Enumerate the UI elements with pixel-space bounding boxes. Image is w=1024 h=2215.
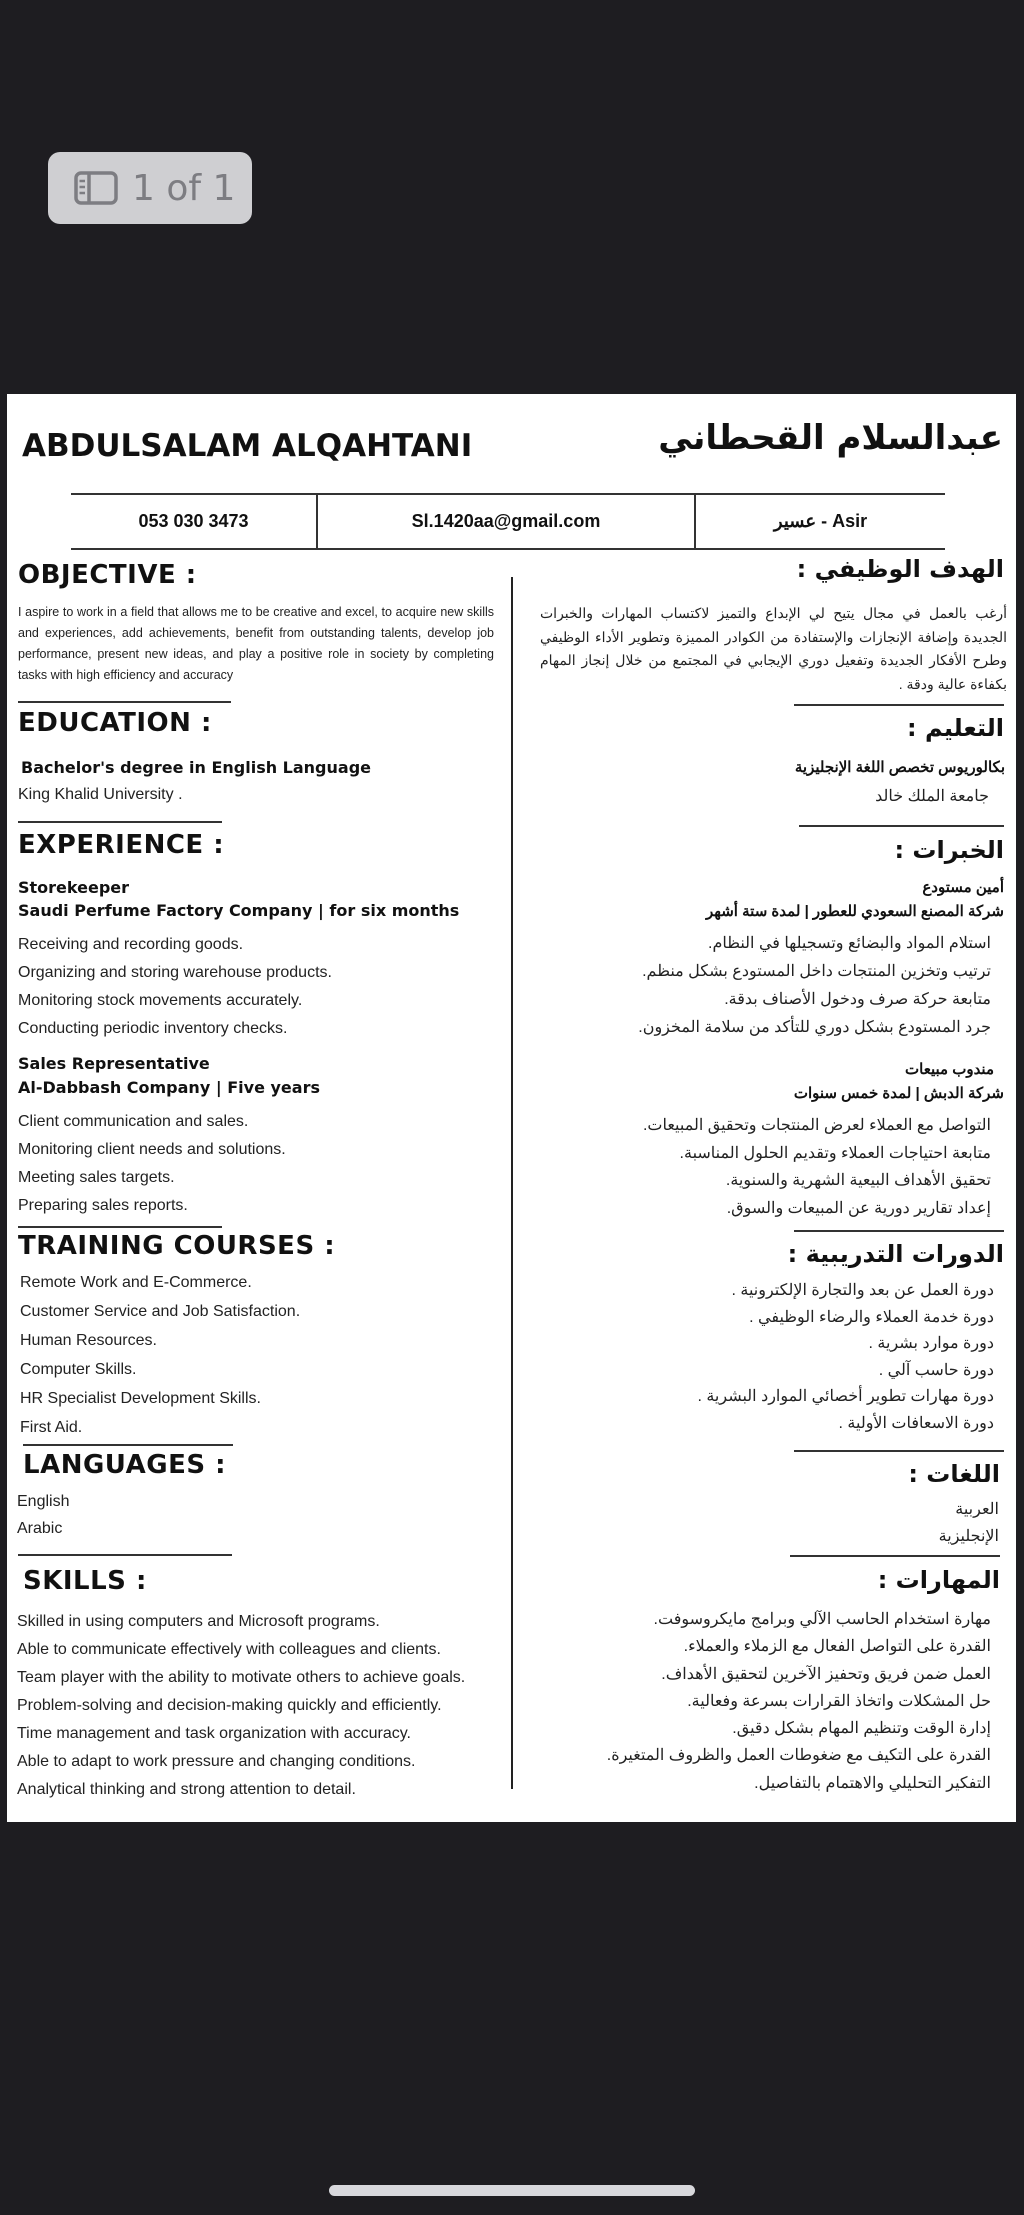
list-item: دورة موارد بشرية . xyxy=(868,1335,994,1352)
languages-heading: LANGUAGES : xyxy=(23,1450,227,1480)
list-item: Preparing sales reports. xyxy=(18,1197,188,1214)
list-item: Skilled in using computers and Microsoft programs. xyxy=(17,1613,380,1630)
list-item: Client communication and sales. xyxy=(18,1113,249,1130)
list-item: Team player with the ability to motivate others to achieve goals. xyxy=(17,1669,466,1686)
list-item: الإنجليزية xyxy=(938,1528,999,1545)
page-indicator xyxy=(48,152,252,224)
list-item: متابعة احتياجات العملاء وتقديم الحلول المناسبة. xyxy=(679,1144,991,1162)
objective-text: I aspire to work in a field that allows me to be creative and excel, to acquire new skills and experiences, add achievements, benefit from outstanding talents, develop job performance, present new ideas, and play a positive role in society by completing tasks with high efficiency and accuracy xyxy=(18,605,494,682)
contact-bar xyxy=(71,493,945,550)
job-1-role-ar: أمين مستودع xyxy=(922,879,1004,896)
name-arabic: عبدالسلام القحطاني xyxy=(658,418,1003,458)
education-list xyxy=(18,786,494,804)
resume-document xyxy=(7,394,1016,1822)
list-item: HR Specialist Development Skills. xyxy=(20,1390,261,1407)
phone-number: 053 030 3473 xyxy=(138,511,249,531)
languages-heading-ar: اللغات : xyxy=(908,1460,1000,1488)
education-heading-ar: التعليم : xyxy=(907,714,1004,742)
job-1-company-ar: شركة المصنع السعودي للعطور | لمدة ستة أشهر xyxy=(706,903,1004,920)
experience-heading-ar: الخبرات : xyxy=(894,836,1004,864)
list-item: ترتيب وتخزين المنتجات داخل المستودع بشكل منظم. xyxy=(642,963,991,980)
section-divider xyxy=(23,1444,233,1446)
job-1-role: Storekeeper xyxy=(18,878,130,897)
objective-heading: OBJECTIVE : xyxy=(18,560,197,590)
list-item: First Aid. xyxy=(20,1419,83,1436)
job-2-role-ar: مندوب مبيعات xyxy=(905,1061,994,1078)
list-item: دورة الاسعافات الأولية . xyxy=(838,1414,994,1432)
list-item: جامعة الملك خالد xyxy=(875,788,989,805)
list-item: دورة العمل عن بعد والتجارة الإلكترونية . xyxy=(731,1282,994,1299)
experience-heading: EXPERIENCE : xyxy=(18,830,225,860)
list-item: Able to communicate effectively with colleagues and clients. xyxy=(17,1641,441,1658)
sidebar-icon xyxy=(74,171,118,205)
list-item: العمل ضمن فريق وتحفيز الآخرين لتحقيق الأهداف. xyxy=(661,1665,991,1683)
job-2-company: Al-Dabbash Company | Five years xyxy=(18,1078,320,1097)
list-item: Receiving and recording goods. xyxy=(18,936,244,953)
section-divider xyxy=(18,701,231,703)
name-english: ABDULSALAM ALQAHTANI xyxy=(22,428,473,464)
list-item: Monitoring client needs and solutions. xyxy=(18,1141,286,1158)
home-indicator[interactable] xyxy=(329,2185,695,2196)
list-item: English xyxy=(17,1493,70,1510)
list-item: جرد المستودع بشكل دوري للتأكد من سلامة المخزون. xyxy=(638,1019,991,1036)
list-item: Human Resources. xyxy=(20,1332,157,1349)
list-item: مهارة استخدام الحاسب الآلي وبرامج مايكروسوفت. xyxy=(653,1611,991,1628)
education-heading: EDUCATION : xyxy=(18,708,212,738)
objective-heading-ar: الهدف الوظيفي : xyxy=(796,555,1004,583)
list-item: Arabic xyxy=(17,1520,63,1537)
objective-text-ar: أرغب بالعمل في مجال يتيح لي الإبداع والتميز لاكتساب المهارات والخبرات الجديدة وإضافة الإنجازات والإستفادة من الكوادر المميزة وتطوير الأداء الوظيفي وطرح الأفكار الجديدة وتفعيل دوري الإيجابي في المجتمع من خلال إنجاز المهام بكفاءة عالية ودقة . xyxy=(540,605,1007,692)
education-list-ar xyxy=(537,786,989,806)
job-1-company: Saudi Perfume Factory Company | for six months xyxy=(18,901,460,920)
job-2-duties-ar xyxy=(537,1112,991,1222)
list-item: التواصل مع العملاء لعرض المنتجات وتحقيق المبيعات. xyxy=(642,1117,991,1134)
section-divider xyxy=(18,1226,222,1228)
list-item: Able to adapt to work pressure and changing conditions. xyxy=(17,1753,416,1770)
training-heading: TRAINING COURSES : xyxy=(18,1231,336,1261)
job-1-duties xyxy=(18,931,494,1043)
section-divider xyxy=(790,1555,1000,1557)
list-item: استلام المواد والبضائع وتسجيلها في النظام. xyxy=(708,935,991,952)
training-list-ar xyxy=(537,1278,994,1437)
job-2-duties xyxy=(18,1108,494,1220)
job-1-duties-ar xyxy=(537,930,991,1042)
languages-list-ar xyxy=(537,1496,999,1550)
section-divider xyxy=(18,1554,232,1556)
list-item: دورة حاسب آلي . xyxy=(878,1361,994,1379)
skills-heading-ar: المهارات : xyxy=(877,1566,1000,1594)
training-heading-ar: الدورات التدريبية : xyxy=(787,1240,1004,1268)
training-list xyxy=(20,1268,496,1442)
list-item: Organizing and storing warehouse products. xyxy=(18,964,332,981)
skills-list xyxy=(17,1608,493,1804)
section-divider xyxy=(794,704,1004,706)
email-address: Sl.1420aa@gmail.com xyxy=(316,495,696,548)
list-item: دورة خدمة العملاء والرضاء الوظيفي . xyxy=(749,1308,994,1326)
list-item: العربية xyxy=(955,1501,999,1518)
list-item: القدرة على التواصل الفعال مع الزملاء والعملاء. xyxy=(683,1638,991,1656)
skills-list-ar xyxy=(537,1606,991,1797)
column-divider xyxy=(511,577,513,1789)
section-divider xyxy=(799,825,1004,827)
list-item: Remote Work and E-Commerce. xyxy=(20,1274,252,1291)
section-divider xyxy=(794,1230,1004,1232)
education-degree: Bachelor's degree in English Language xyxy=(21,758,371,777)
list-item: Computer Skills. xyxy=(20,1361,137,1378)
list-item: Monitoring stock movements accurately. xyxy=(18,992,303,1009)
list-item: Meeting sales targets. xyxy=(18,1169,175,1186)
languages-list xyxy=(17,1488,493,1542)
list-item: تحقيق الأهداف البيعية الشهرية والسنوية. xyxy=(725,1172,991,1189)
list-item: التفكير التحليلي والاهتمام بالتفاصيل. xyxy=(754,1774,991,1792)
education-degree-ar: بكالوريوس تخصص اللغة الإنجليزية xyxy=(794,759,1005,776)
list-item: متابعة حركة صرف ودخول الأصناف بدقة. xyxy=(724,991,991,1008)
list-item: دورة مهارات تطوير أخصائي الموارد البشرية . xyxy=(697,1388,994,1405)
page-indicator-label: 1 of 1 xyxy=(132,167,236,209)
job-2-company-ar: شركة الدبش | لمدة خمس سنوات xyxy=(793,1085,1004,1102)
list-item: حل المشكلات واتخاذ القرارات بسرعة وفعالية. xyxy=(687,1692,991,1710)
list-item: القدرة على التكيف مع ضغوطات العمل والظروف المتغيرة. xyxy=(606,1747,991,1765)
list-item: Conducting periodic inventory checks. xyxy=(18,1020,288,1037)
list-item: Customer Service and Job Satisfaction. xyxy=(20,1303,301,1320)
list-item: إعداد تقارير دورية عن المبيعات والسوق. xyxy=(726,1199,991,1217)
location: Asir - عسير xyxy=(773,511,868,531)
skills-heading: SKILLS : xyxy=(23,1566,147,1596)
job-2-role: Sales Representative xyxy=(18,1054,210,1073)
list-item: Time management and task organization with accuracy. xyxy=(17,1725,411,1742)
list-item: إدارة الوقت وتنظيم المهام بشكل دقيق. xyxy=(732,1720,991,1738)
list-item: King Khalid University . xyxy=(18,786,183,803)
section-divider xyxy=(794,1450,1004,1452)
section-divider xyxy=(18,821,222,823)
list-item: Problem-solving and decision-making quickly and efficiently. xyxy=(17,1697,442,1714)
list-item: Analytical thinking and strong attention to detail. xyxy=(17,1781,356,1798)
location-cell xyxy=(696,495,945,548)
